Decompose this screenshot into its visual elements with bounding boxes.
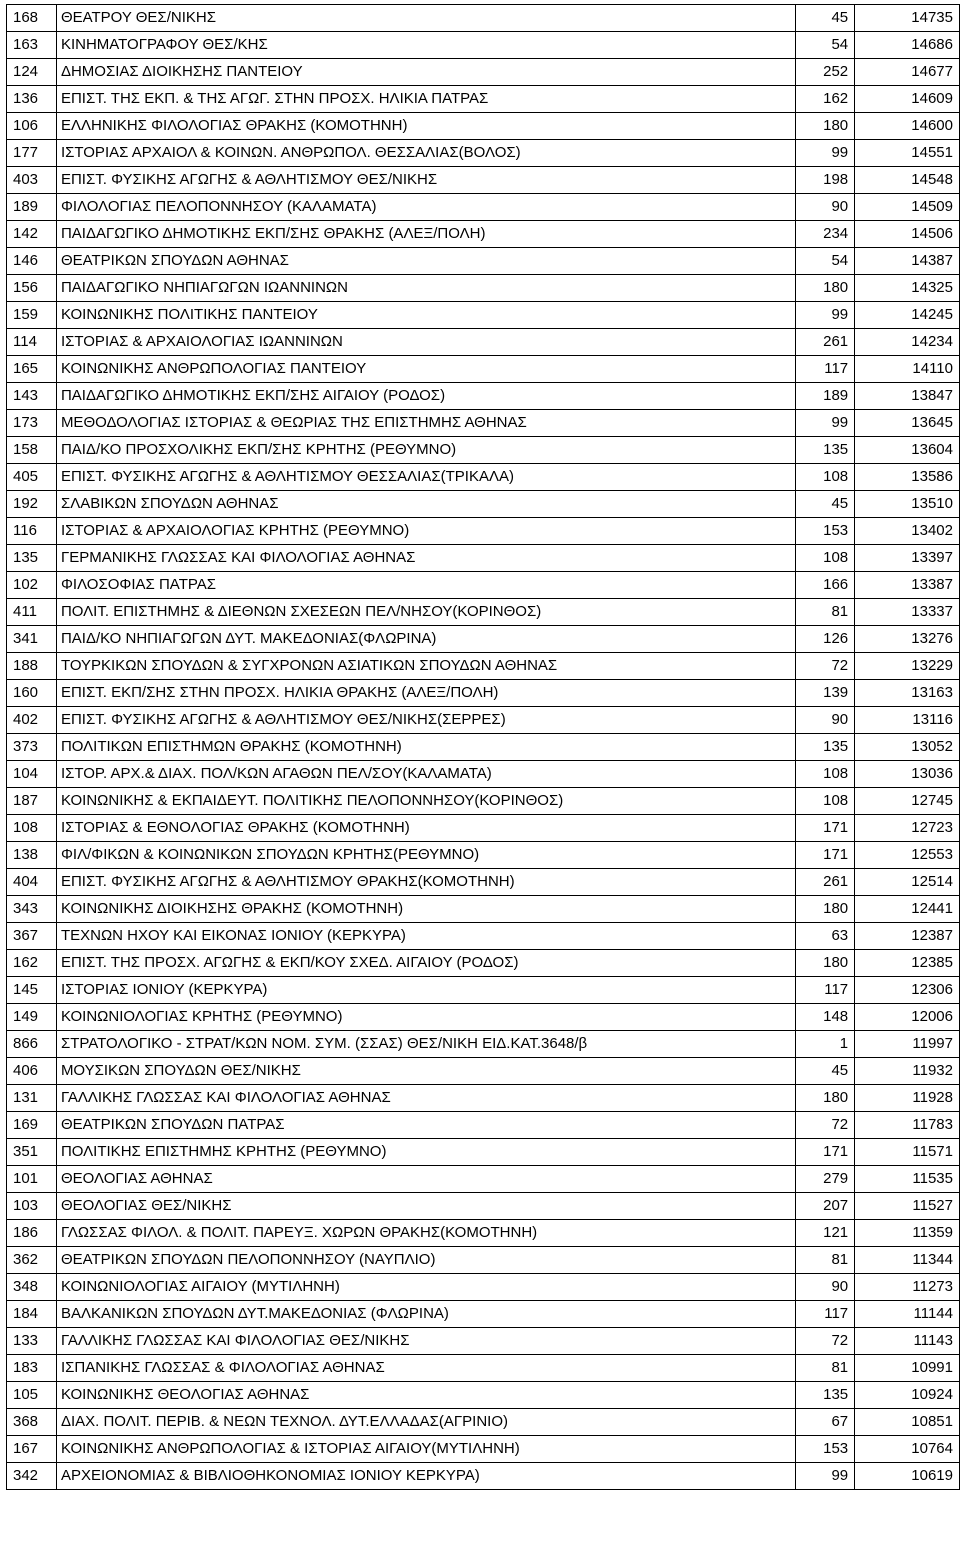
score-cell: 13052 — [855, 734, 960, 761]
department-name-cell: ΚΟΙΝΩΝΙΚΗΣ ΠΟΛΙΤΙΚΗΣ ΠΑΝΤΕΙΟΥ — [56, 302, 795, 329]
seats-cell: 121 — [796, 1220, 855, 1247]
seats-cell: 261 — [796, 869, 855, 896]
department-code-cell: 168 — [7, 5, 57, 32]
seats-cell: 171 — [796, 1139, 855, 1166]
score-cell: 13036 — [855, 761, 960, 788]
table-row — [7, 1301, 960, 1328]
department-code-cell: 343 — [7, 896, 57, 923]
department-name-cell: ΙΣΤΟΡΙΑΣ & ΕΘΝΟΛΟΓΙΑΣ ΘΡΑΚΗΣ (ΚΟΜΟΤΗΝΗ) — [56, 815, 795, 842]
table-row — [7, 32, 960, 59]
score-cell: 13229 — [855, 653, 960, 680]
department-name-cell: ΚΟΙΝΩΝΙΚΗΣ & ΕΚΠΑΙΔΕΥΤ. ΠΟΛΙΤΙΚΗΣ ΠΕΛΟΠΟΝΝΗΣΟΥ(ΚΟΡΙΝΘΟΣ) — [56, 788, 795, 815]
department-code-cell: 138 — [7, 842, 57, 869]
seats-cell: 189 — [796, 383, 855, 410]
seats-cell: 90 — [796, 194, 855, 221]
table-row — [7, 1112, 960, 1139]
score-cell: 14686 — [855, 32, 960, 59]
department-code-cell: 106 — [7, 113, 57, 140]
department-code-cell: 373 — [7, 734, 57, 761]
department-code-cell: 169 — [7, 1112, 57, 1139]
table-row — [7, 410, 960, 437]
table-row — [7, 1436, 960, 1463]
department-name-cell: ΕΠΙΣΤ. ΦΥΣΙΚΗΣ ΑΓΩΓΗΣ & ΑΘΛΗΤΙΣΜΟΥ ΘΕΣ/ΝΙΚΗΣ(ΣΕΡΡΕΣ) — [56, 707, 795, 734]
department-name-cell: ΓΑΛΛΙΚΗΣ ΓΛΩΣΣΑΣ ΚΑΙ ΦΙΛΟΛΟΓΙΑΣ ΘΕΣ/ΝΙΚΗΣ — [56, 1328, 795, 1355]
department-code-cell: 173 — [7, 410, 57, 437]
department-code-cell: 405 — [7, 464, 57, 491]
table-row — [7, 1004, 960, 1031]
table-row — [7, 599, 960, 626]
table-row — [7, 437, 960, 464]
score-cell: 11273 — [855, 1274, 960, 1301]
table-row — [7, 977, 960, 1004]
table-row — [7, 545, 960, 572]
department-code-cell: 149 — [7, 1004, 57, 1031]
department-code-cell: 133 — [7, 1328, 57, 1355]
department-name-cell: ΑΡΧΕΙΟΝΟΜΙΑΣ & ΒΙΒΛΙΟΘΗΚΟΝΟΜΙΑΣ ΙΟΝΙΟΥ ΚΕΡΚΥΡΑ) — [56, 1463, 795, 1490]
seats-cell: 67 — [796, 1409, 855, 1436]
department-name-cell: ΕΠΙΣΤ. ΕΚΠ/ΣΗΣ ΣΤΗΝ ΠΡΟΣΧ. ΗΛΙΚΙΑ ΘΡΑΚΗΣ (ΑΛΕΞ/ΠΟΛΗ) — [56, 680, 795, 707]
score-cell: 10619 — [855, 1463, 960, 1490]
department-name-cell: ΙΣΤΟΡΙΑΣ & ΑΡΧΑΙΟΛΟΓΙΑΣ ΙΩΑΝΝΙΝΩΝ — [56, 329, 795, 356]
department-name-cell: ΘΕΑΤΡΙΚΩΝ ΣΠΟΥΔΩΝ ΠΑΤΡΑΣ — [56, 1112, 795, 1139]
table-row — [7, 626, 960, 653]
table-row — [7, 1220, 960, 1247]
table-row — [7, 1355, 960, 1382]
table-row — [7, 815, 960, 842]
table-row — [7, 1409, 960, 1436]
score-cell: 13604 — [855, 437, 960, 464]
seats-cell: 90 — [796, 1274, 855, 1301]
department-name-cell: ΙΣΤΟΡΙΑΣ ΙΟΝΙΟΥ (ΚΕΡΚΥΡΑ) — [56, 977, 795, 1004]
seats-cell: 166 — [796, 572, 855, 599]
department-code-cell: 143 — [7, 383, 57, 410]
table-row — [7, 275, 960, 302]
department-name-cell: ΦΙΛΟΣΟΦΙΑΣ ΠΑΤΡΑΣ — [56, 572, 795, 599]
department-name-cell: ΙΣΤΟΡΙΑΣ & ΑΡΧΑΙΟΛΟΓΙΑΣ ΚΡΗΤΗΣ (ΡΕΘΥΜΝΟ) — [56, 518, 795, 545]
department-name-cell: ΕΠΙΣΤ. ΤΗΣ ΠΡΟΣΧ. ΑΓΩΓΗΣ & ΕΚΠ/ΚΟΥ ΣΧΕΔ. ΑΙΓΑΙΟΥ (ΡΟΔΟΣ) — [56, 950, 795, 977]
score-cell: 12553 — [855, 842, 960, 869]
department-code-cell: 183 — [7, 1355, 57, 1382]
department-code-cell: 131 — [7, 1085, 57, 1112]
department-code-cell: 402 — [7, 707, 57, 734]
seats-cell: 198 — [796, 167, 855, 194]
seats-cell: 162 — [796, 86, 855, 113]
department-code-cell: 104 — [7, 761, 57, 788]
department-name-cell: ΠΑΙΔ/ΚΟ ΝΗΠΙΑΓΩΓΩΝ ΔΥΤ. ΜΑΚΕΔΟΝΙΑΣ(ΦΛΩΡΙΝΑ) — [56, 626, 795, 653]
score-cell: 12745 — [855, 788, 960, 815]
department-name-cell: ΘΕΟΛΟΓΙΑΣ ΑΘΗΝΑΣ — [56, 1166, 795, 1193]
department-name-cell: ΔΙΑΧ. ΠΟΛΙΤ. ΠΕΡΙΒ. & ΝΕΩΝ ΤΕΧΝΟΛ. ΔΥΤ.ΕΛΛΑΔΑΣ(ΑΓΡΙΝΙΟ) — [56, 1409, 795, 1436]
table-row — [7, 1247, 960, 1274]
table-row — [7, 464, 960, 491]
score-cell: 14325 — [855, 275, 960, 302]
seats-cell: 45 — [796, 1058, 855, 1085]
department-code-cell: 124 — [7, 59, 57, 86]
department-name-cell: ΠΑΙΔ/ΚΟ ΠΡΟΣΧΟΛΙΚΗΣ ΕΚΠ/ΣΗΣ ΚΡΗΤΗΣ (ΡΕΘΥΜΝΟ) — [56, 437, 795, 464]
seats-cell: 153 — [796, 518, 855, 545]
seats-cell: 81 — [796, 1247, 855, 1274]
seats-cell: 45 — [796, 491, 855, 518]
table-row — [7, 680, 960, 707]
seats-cell: 126 — [796, 626, 855, 653]
seats-cell: 108 — [796, 761, 855, 788]
seats-cell: 252 — [796, 59, 855, 86]
table-row — [7, 194, 960, 221]
seats-cell: 261 — [796, 329, 855, 356]
department-code-cell: 146 — [7, 248, 57, 275]
seats-cell: 153 — [796, 1436, 855, 1463]
department-name-cell: ΔΗΜΟΣΙΑΣ ΔΙΟΙΚΗΣΗΣ ΠΑΝΤΕΙΟΥ — [56, 59, 795, 86]
department-name-cell: ΘΕΟΛΟΓΙΑΣ ΘΕΣ/ΝΙΚΗΣ — [56, 1193, 795, 1220]
seats-cell: 135 — [796, 1382, 855, 1409]
department-code-cell: 114 — [7, 329, 57, 356]
score-cell: 11344 — [855, 1247, 960, 1274]
departments-table — [6, 4, 960, 1490]
seats-cell: 54 — [796, 32, 855, 59]
table-row — [7, 356, 960, 383]
department-name-cell: ΓΕΡΜΑΝΙΚΗΣ ΓΛΩΣΣΑΣ ΚΑΙ ΦΙΛΟΛΟΓΙΑΣ ΑΘΗΝΑΣ — [56, 545, 795, 572]
department-code-cell: 142 — [7, 221, 57, 248]
seats-cell: 171 — [796, 842, 855, 869]
score-cell: 12006 — [855, 1004, 960, 1031]
score-cell: 14600 — [855, 113, 960, 140]
score-cell: 11997 — [855, 1031, 960, 1058]
department-code-cell: 404 — [7, 869, 57, 896]
seats-cell: 135 — [796, 734, 855, 761]
seats-cell: 117 — [796, 1301, 855, 1328]
table-row — [7, 248, 960, 275]
seats-cell: 63 — [796, 923, 855, 950]
score-cell: 12514 — [855, 869, 960, 896]
department-code-cell: 187 — [7, 788, 57, 815]
seats-cell: 45 — [796, 5, 855, 32]
score-cell: 13510 — [855, 491, 960, 518]
table-row — [7, 140, 960, 167]
department-code-cell: 406 — [7, 1058, 57, 1085]
score-cell: 12306 — [855, 977, 960, 1004]
score-cell: 11932 — [855, 1058, 960, 1085]
seats-cell: 99 — [796, 410, 855, 437]
department-name-cell: ΕΠΙΣΤ. ΤΗΣ ΕΚΠ. & ΤΗΣ ΑΓΩΓ. ΣΤΗΝ ΠΡΟΣΧ. ΗΛΙΚΙΑ ΠΑΤΡΑΣ — [56, 86, 795, 113]
department-code-cell: 108 — [7, 815, 57, 842]
table-row — [7, 950, 960, 977]
table-row — [7, 5, 960, 32]
department-code-cell: 351 — [7, 1139, 57, 1166]
department-name-cell: ΘΕΑΤΡΟΥ ΘΕΣ/ΝΙΚΗΣ — [56, 5, 795, 32]
seats-cell: 1 — [796, 1031, 855, 1058]
score-cell: 13276 — [855, 626, 960, 653]
department-name-cell: ΚΟΙΝΩΝΙΚΗΣ ΘΕΟΛΟΓΙΑΣ ΑΘΗΝΑΣ — [56, 1382, 795, 1409]
score-cell: 12441 — [855, 896, 960, 923]
department-name-cell: ΓΑΛΛΙΚΗΣ ΓΛΩΣΣΑΣ ΚΑΙ ΦΙΛΟΛΟΓΙΑΣ ΑΘΗΝΑΣ — [56, 1085, 795, 1112]
table-row — [7, 1382, 960, 1409]
department-code-cell: 158 — [7, 437, 57, 464]
department-code-cell: 188 — [7, 653, 57, 680]
score-cell: 11571 — [855, 1139, 960, 1166]
department-code-cell: 136 — [7, 86, 57, 113]
department-name-cell: ΠΟΛΙΤ. ΕΠΙΣΤΗΜΗΣ & ΔΙΕΘΝΩΝ ΣΧΕΣΕΩΝ ΠΕΛ/ΝΗΣΟΥ(ΚΟΡΙΝΘΟΣ) — [56, 599, 795, 626]
department-code-cell: 184 — [7, 1301, 57, 1328]
table-row — [7, 572, 960, 599]
table-row — [7, 221, 960, 248]
score-cell: 11144 — [855, 1301, 960, 1328]
score-cell: 14609 — [855, 86, 960, 113]
department-code-cell: 186 — [7, 1220, 57, 1247]
score-cell: 11359 — [855, 1220, 960, 1247]
seats-cell: 207 — [796, 1193, 855, 1220]
department-name-cell: ΚΟΙΝΩΝΙΚΗΣ ΑΝΘΡΩΠΟΛΟΓΙΑΣ ΠΑΝΤΕΙΟΥ — [56, 356, 795, 383]
score-cell: 14735 — [855, 5, 960, 32]
seats-cell: 72 — [796, 653, 855, 680]
department-name-cell: ΕΠΙΣΤ. ΦΥΣΙΚΗΣ ΑΓΩΓΗΣ & ΑΘΛΗΤΙΣΜΟΥ ΘΕΣ/ΝΙΚΗΣ — [56, 167, 795, 194]
department-code-cell: 192 — [7, 491, 57, 518]
score-cell: 14110 — [855, 356, 960, 383]
department-name-cell: ΜΟΥΣΙΚΩΝ ΣΠΟΥΔΩΝ ΘΕΣ/ΝΙΚΗΣ — [56, 1058, 795, 1085]
table-row — [7, 869, 960, 896]
score-cell: 13387 — [855, 572, 960, 599]
score-cell: 10851 — [855, 1409, 960, 1436]
department-code-cell: 341 — [7, 626, 57, 653]
department-code-cell: 411 — [7, 599, 57, 626]
department-name-cell: ΠΑΙΔΑΓΩΓΙΚΟ ΔΗΜΟΤΙΚΗΣ ΕΚΠ/ΣΗΣ ΑΙΓΑΙΟΥ (ΡΟΔΟΣ) — [56, 383, 795, 410]
score-cell: 12385 — [855, 950, 960, 977]
table-row — [7, 923, 960, 950]
table-row — [7, 1166, 960, 1193]
department-name-cell: ΠΑΙΔΑΓΩΓΙΚΟ ΔΗΜΟΤΙΚΗΣ ΕΚΠ/ΣΗΣ ΘΡΑΚΗΣ (ΑΛΕΞ/ΠΟΛΗ) — [56, 221, 795, 248]
seats-cell: 99 — [796, 140, 855, 167]
department-code-cell: 159 — [7, 302, 57, 329]
table-row — [7, 761, 960, 788]
table-row — [7, 59, 960, 86]
seats-cell: 99 — [796, 1463, 855, 1490]
table-row — [7, 707, 960, 734]
seats-cell: 108 — [796, 788, 855, 815]
seats-cell: 108 — [796, 545, 855, 572]
table-row — [7, 1058, 960, 1085]
department-code-cell: 403 — [7, 167, 57, 194]
department-code-cell: 189 — [7, 194, 57, 221]
table-row — [7, 383, 960, 410]
table-row — [7, 329, 960, 356]
seats-cell: 234 — [796, 221, 855, 248]
department-code-cell: 368 — [7, 1409, 57, 1436]
seats-cell: 135 — [796, 437, 855, 464]
table-row — [7, 1463, 960, 1490]
department-code-cell: 362 — [7, 1247, 57, 1274]
score-cell: 13116 — [855, 707, 960, 734]
score-cell: 14245 — [855, 302, 960, 329]
department-name-cell: ΠΑΙΔΑΓΩΓΙΚΟ ΝΗΠΙΑΓΩΓΩΝ ΙΩΑΝΝΙΝΩΝ — [56, 275, 795, 302]
table-row — [7, 1031, 960, 1058]
score-cell: 14234 — [855, 329, 960, 356]
score-cell: 10764 — [855, 1436, 960, 1463]
department-name-cell: ΚΟΙΝΩΝΙΟΛΟΓΙΑΣ ΚΡΗΤΗΣ (ΡΕΘΥΜΝΟ) — [56, 1004, 795, 1031]
department-code-cell: 367 — [7, 923, 57, 950]
department-name-cell: ΚΟΙΝΩΝΙΚΗΣ ΑΝΘΡΩΠΟΛΟΓΙΑΣ & ΙΣΤΟΡΙΑΣ ΑΙΓΑΙΟΥ(ΜΥΤΙΛΗΝΗ) — [56, 1436, 795, 1463]
score-cell: 11527 — [855, 1193, 960, 1220]
department-code-cell: 105 — [7, 1382, 57, 1409]
table-row — [7, 167, 960, 194]
seats-cell: 180 — [796, 113, 855, 140]
seats-cell: 99 — [796, 302, 855, 329]
seats-cell: 279 — [796, 1166, 855, 1193]
score-cell: 11535 — [855, 1166, 960, 1193]
score-cell: 14548 — [855, 167, 960, 194]
department-name-cell: ΜΕΘΟΔΟΛΟΓΙΑΣ ΙΣΤΟΡΙΑΣ & ΘΕΩΡΙΑΣ ΤΗΣ ΕΠΙΣΤΗΜΗΣ ΑΘΗΝΑΣ — [56, 410, 795, 437]
department-name-cell: ΕΠΙΣΤ. ΦΥΣΙΚΗΣ ΑΓΩΓΗΣ & ΑΘΛΗΤΙΣΜΟΥ ΘΕΣΣΑΛΙΑΣ(ΤΡΙΚΑΛΑ) — [56, 464, 795, 491]
department-name-cell: ΕΠΙΣΤ. ΦΥΣΙΚΗΣ ΑΓΩΓΗΣ & ΑΘΛΗΤΙΣΜΟΥ ΘΡΑΚΗΣ(ΚΟΜΟΤΗΝΗ) — [56, 869, 795, 896]
department-name-cell: ΦΙΛ/ΦΙΚΩΝ & ΚΟΙΝΩΝΙΚΩΝ ΣΠΟΥΔΩΝ ΚΡΗΤΗΣ(ΡΕΘΥΜΝΟ) — [56, 842, 795, 869]
score-cell: 13586 — [855, 464, 960, 491]
department-code-cell: 156 — [7, 275, 57, 302]
seats-cell: 81 — [796, 599, 855, 626]
table-row — [7, 491, 960, 518]
table-row — [7, 302, 960, 329]
table-row — [7, 653, 960, 680]
department-code-cell: 163 — [7, 32, 57, 59]
department-code-cell: 165 — [7, 356, 57, 383]
score-cell: 13397 — [855, 545, 960, 572]
seats-cell: 54 — [796, 248, 855, 275]
score-cell: 11928 — [855, 1085, 960, 1112]
department-name-cell: ΒΑΛΚΑΝΙΚΩΝ ΣΠΟΥΔΩΝ ΔΥΤ.ΜΑΚΕΔΟΝΙΑΣ (ΦΛΩΡΙΝΑ) — [56, 1301, 795, 1328]
department-code-cell: 135 — [7, 545, 57, 572]
department-code-cell: 116 — [7, 518, 57, 545]
department-code-cell: 348 — [7, 1274, 57, 1301]
table-row — [7, 842, 960, 869]
score-cell: 14551 — [855, 140, 960, 167]
department-code-cell: 160 — [7, 680, 57, 707]
seats-cell: 81 — [796, 1355, 855, 1382]
department-code-cell: 342 — [7, 1463, 57, 1490]
score-cell: 13847 — [855, 383, 960, 410]
department-name-cell: ΦΙΛΟΛΟΓΙΑΣ ΠΕΛΟΠΟΝΝΗΣΟΥ (ΚΑΛΑΜΑΤΑ) — [56, 194, 795, 221]
department-code-cell: 177 — [7, 140, 57, 167]
score-cell: 12723 — [855, 815, 960, 842]
seats-cell: 117 — [796, 356, 855, 383]
score-cell: 13337 — [855, 599, 960, 626]
table-row — [7, 1139, 960, 1166]
department-name-cell: ΠΟΛΙΤΙΚΗΣ ΕΠΙΣΤΗΜΗΣ ΚΡΗΤΗΣ (ΡΕΘΥΜΝΟ) — [56, 1139, 795, 1166]
table-row — [7, 896, 960, 923]
score-cell: 12387 — [855, 923, 960, 950]
seats-cell: 139 — [796, 680, 855, 707]
seats-cell: 180 — [796, 950, 855, 977]
table-body — [7, 5, 960, 1490]
table-row — [7, 1085, 960, 1112]
table-row — [7, 734, 960, 761]
seats-cell: 180 — [796, 896, 855, 923]
department-name-cell: ΓΛΩΣΣΑΣ ΦΙΛΟΛ. & ΠΟΛΙΤ. ΠΑΡΕΥΞ. ΧΩΡΩΝ ΘΡΑΚΗΣ(ΚΟΜΟΤΗΝΗ) — [56, 1220, 795, 1247]
department-name-cell: ΙΣΠΑΝΙΚΗΣ ΓΛΩΣΣΑΣ & ΦΙΛΟΛΟΓΙΑΣ ΑΘΗΝΑΣ — [56, 1355, 795, 1382]
department-name-cell: ΚΙΝΗΜΑΤΟΓΡΑΦΟΥ ΘΕΣ/ΚΗΣ — [56, 32, 795, 59]
score-cell: 13645 — [855, 410, 960, 437]
department-name-cell: ΤΕΧΝΩΝ ΗΧΟΥ ΚΑΙ ΕΙΚΟΝΑΣ ΙΟΝΙΟΥ (ΚΕΡΚΥΡΑ) — [56, 923, 795, 950]
seats-cell: 108 — [796, 464, 855, 491]
score-cell: 11143 — [855, 1328, 960, 1355]
department-name-cell: ΚΟΙΝΩΝΙΚΗΣ ΔΙΟΙΚΗΣΗΣ ΘΡΑΚΗΣ (ΚΟΜΟΤΗΝΗ) — [56, 896, 795, 923]
seats-cell: 171 — [796, 815, 855, 842]
department-name-cell: ΕΛΛΗΝΙΚΗΣ ΦΙΛΟΛΟΓΙΑΣ ΘΡΑΚΗΣ (ΚΟΜΟΤΗΝΗ) — [56, 113, 795, 140]
score-cell: 13163 — [855, 680, 960, 707]
score-cell: 14677 — [855, 59, 960, 86]
table-row — [7, 788, 960, 815]
department-name-cell: ΙΣΤΟΡ. ΑΡΧ.& ΔΙΑΧ. ΠΟΛ/ΚΩΝ ΑΓΑΘΩΝ ΠΕΛ/ΣΟΥ(ΚΑΛΑΜΑΤΑ) — [56, 761, 795, 788]
seats-cell: 180 — [796, 1085, 855, 1112]
seats-cell: 72 — [796, 1328, 855, 1355]
seats-cell: 180 — [796, 275, 855, 302]
score-cell: 14387 — [855, 248, 960, 275]
department-code-cell: 101 — [7, 1166, 57, 1193]
department-code-cell: 162 — [7, 950, 57, 977]
table-row — [7, 86, 960, 113]
table-row — [7, 518, 960, 545]
table-row — [7, 1193, 960, 1220]
seats-cell: 90 — [796, 707, 855, 734]
seats-cell: 72 — [796, 1112, 855, 1139]
department-name-cell: ΘΕΑΤΡΙΚΩΝ ΣΠΟΥΔΩΝ ΠΕΛΟΠΟΝΝΗΣΟΥ (ΝΑΥΠΛΙΟ) — [56, 1247, 795, 1274]
department-name-cell: ΚΟΙΝΩΝΙΟΛΟΓΙΑΣ ΑΙΓΑΙΟΥ (ΜΥΤΙΛΗΝΗ) — [56, 1274, 795, 1301]
department-name-cell: ΙΣΤΟΡΙΑΣ ΑΡΧΑΙΟΛ & ΚΟΙΝΩΝ. ΑΝΘΡΩΠΟΛ. ΘΕΣΣΑΛΙΑΣ(ΒΟΛΟΣ) — [56, 140, 795, 167]
department-code-cell: 866 — [7, 1031, 57, 1058]
score-cell: 11783 — [855, 1112, 960, 1139]
department-code-cell: 145 — [7, 977, 57, 1004]
seats-cell: 148 — [796, 1004, 855, 1031]
score-cell: 10924 — [855, 1382, 960, 1409]
score-cell: 13402 — [855, 518, 960, 545]
score-cell: 14509 — [855, 194, 960, 221]
table-row — [7, 113, 960, 140]
table-row — [7, 1274, 960, 1301]
department-name-cell: ΤΟΥΡΚΙΚΩΝ ΣΠΟΥΔΩΝ & ΣΥΓΧΡΟΝΩΝ ΑΣΙΑΤΙΚΩΝ ΣΠΟΥΔΩΝ ΑΘΗΝΑΣ — [56, 653, 795, 680]
table-row — [7, 1328, 960, 1355]
department-name-cell: ΘΕΑΤΡΙΚΩΝ ΣΠΟΥΔΩΝ ΑΘΗΝΑΣ — [56, 248, 795, 275]
department-code-cell: 103 — [7, 1193, 57, 1220]
seats-cell: 117 — [796, 977, 855, 1004]
department-code-cell: 167 — [7, 1436, 57, 1463]
department-name-cell: ΣΤΡΑΤΟΛΟΓΙΚΟ - ΣΤΡΑΤ/ΚΩΝ ΝΟΜ. ΣΥΜ. (ΣΣΑΣ) ΘΕΣ/ΝΙΚΗ ΕΙΔ.ΚΑΤ.3648/β — [56, 1031, 795, 1058]
department-name-cell: ΣΛΑΒΙΚΩΝ ΣΠΟΥΔΩΝ ΑΘΗΝΑΣ — [56, 491, 795, 518]
score-cell: 10991 — [855, 1355, 960, 1382]
department-name-cell: ΠΟΛΙΤΙΚΩΝ ΕΠΙΣΤΗΜΩΝ ΘΡΑΚΗΣ (ΚΟΜΟΤΗΝΗ) — [56, 734, 795, 761]
score-cell: 14506 — [855, 221, 960, 248]
department-code-cell: 102 — [7, 572, 57, 599]
